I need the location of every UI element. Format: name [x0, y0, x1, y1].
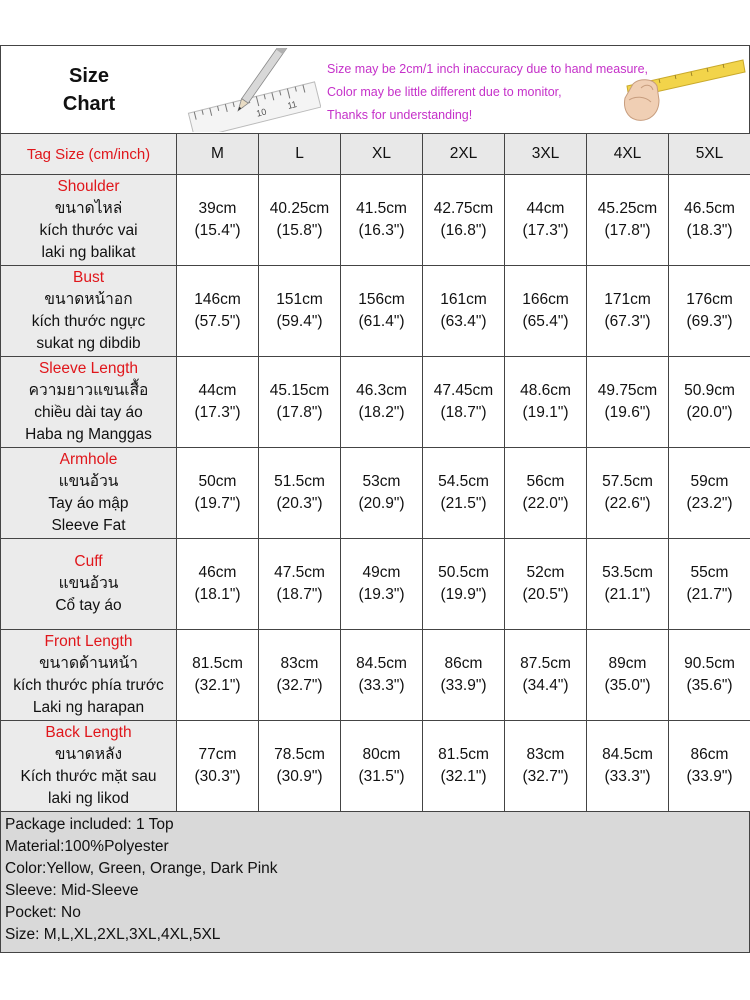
value-inch: (32.7") — [276, 677, 323, 694]
value-inch: (33.9") — [686, 768, 733, 785]
value-inch: (18.3") — [686, 222, 733, 239]
measure-value-cell — [423, 448, 505, 539]
measure-value-cell — [341, 266, 423, 357]
value-cm: 41.5cm — [356, 200, 407, 217]
measure-value-cell — [259, 539, 341, 630]
measure-value-cell — [669, 539, 750, 630]
measure-value-cell — [177, 357, 259, 448]
value-inch: (20.0") — [686, 404, 733, 421]
measure-label-translation: laki ng likod — [48, 790, 129, 807]
value-inch: (19.9") — [440, 586, 487, 603]
value-inch: (15.4") — [194, 222, 241, 239]
value-cm: 51.5cm — [274, 473, 325, 490]
measure-label-en: Shoulder — [57, 178, 120, 195]
measure-label-en: Back Length — [45, 724, 132, 741]
measure-value-cell — [177, 721, 259, 812]
value-cm: 50.9cm — [684, 382, 735, 399]
value-cm: 45.15cm — [269, 382, 330, 399]
measure-value-cell — [423, 721, 505, 812]
measure-row — [1, 721, 750, 812]
measure-label-translation: kích thước phía trước — [13, 677, 164, 694]
value-cm: 45.25cm — [597, 200, 658, 217]
value-inch: (67.3") — [604, 313, 651, 330]
banner-title-size: Size — [68, 65, 110, 87]
measure-row — [1, 539, 750, 630]
note-monitor-color: Color may be little different due to monitor, — [327, 85, 562, 99]
value-inch: (16.3") — [358, 222, 405, 239]
size-col-5xl: 5XL — [669, 134, 750, 175]
measure-value-cell — [341, 175, 423, 266]
measure-label-translation: Cổ tay áo — [55, 597, 122, 614]
value-inch: (16.8") — [440, 222, 487, 239]
value-inch: (35.6") — [686, 677, 733, 694]
value-inch: (35.0") — [604, 677, 651, 694]
measure-value-cell — [505, 175, 587, 266]
value-inch: (63.4") — [440, 313, 487, 330]
value-cm: 46.3cm — [356, 382, 407, 399]
size-col-m: M — [177, 134, 259, 175]
value-inch: (21.1") — [604, 586, 651, 603]
measure-label-translation: แขนอ้วน — [58, 473, 119, 490]
value-cm: 83cm — [526, 746, 565, 763]
value-inch: (19.3") — [358, 586, 405, 603]
value-inch: (23.2") — [686, 495, 733, 512]
value-cm: 53.5cm — [602, 564, 653, 581]
measure-value-cell — [341, 357, 423, 448]
measure-value-cell — [259, 357, 341, 448]
measure-value-cell — [177, 539, 259, 630]
size-col-3xl: 3XL — [505, 134, 587, 175]
value-cm: 81.5cm — [192, 655, 243, 672]
value-cm: 44cm — [198, 382, 237, 399]
value-inch: (18.7") — [440, 404, 487, 421]
measure-label-translation: แขนอ้วน — [58, 575, 119, 592]
value-inch: (21.5") — [440, 495, 487, 512]
ruler-tick-11: 11 — [286, 98, 298, 111]
value-cm: 78.5cm — [274, 746, 325, 763]
banner-title-chart: Chart — [62, 93, 116, 115]
value-inch: (21.7") — [686, 586, 733, 603]
measure-label-translation: ขนาดหลัง — [54, 746, 123, 763]
info-sizes: Size: M,L,XL,2XL,3XL,4XL,5XL — [5, 926, 221, 943]
measure-label-en: Front Length — [44, 633, 133, 650]
value-cm: 46.5cm — [684, 200, 735, 217]
measure-value-cell — [587, 448, 669, 539]
measure-value-cell — [505, 357, 587, 448]
value-cm: 84.5cm — [356, 655, 407, 672]
value-inch: (31.5") — [358, 768, 405, 785]
measure-row — [1, 175, 750, 266]
size-col-4xl: 4XL — [587, 134, 669, 175]
info-sleeve: Sleeve: Mid-Sleeve — [5, 882, 139, 899]
value-inch: (22.0") — [522, 495, 569, 512]
value-inch: (19.6") — [604, 404, 651, 421]
measure-value-cell — [669, 630, 750, 721]
measure-value-cell — [177, 630, 259, 721]
measure-value-cell — [587, 630, 669, 721]
value-inch: (61.4") — [358, 313, 405, 330]
value-cm: 86cm — [444, 655, 483, 672]
measure-value-cell — [669, 448, 750, 539]
measure-value-cell — [669, 721, 750, 812]
measure-label-translation: ขนาดด้านหน้า — [39, 655, 138, 672]
value-cm: 39cm — [198, 200, 237, 217]
size-col-xl: XL — [341, 134, 423, 175]
size-table-body — [1, 175, 750, 812]
tag-size-label: Tag Size (cm/inch) — [1, 134, 177, 175]
measure-value-cell — [341, 539, 423, 630]
value-cm: 49.75cm — [597, 382, 658, 399]
value-cm: 56cm — [526, 473, 565, 490]
value-cm: 86cm — [690, 746, 729, 763]
measure-label-translation: ขนาดไหล่ — [54, 200, 123, 217]
measure-label-cell — [1, 630, 177, 721]
tape-measure-hand-icon — [619, 54, 747, 128]
value-cm: 77cm — [198, 746, 237, 763]
measure-value-cell — [505, 539, 587, 630]
value-cm: 50.5cm — [438, 564, 489, 581]
measure-value-cell — [341, 448, 423, 539]
value-cm: 40.25cm — [269, 200, 330, 217]
value-cm: 47.5cm — [274, 564, 325, 581]
measure-row — [1, 266, 750, 357]
measure-value-cell — [177, 266, 259, 357]
measure-value-cell — [587, 539, 669, 630]
value-inch: (18.1") — [194, 586, 241, 603]
value-cm: 46cm — [198, 564, 237, 581]
value-cm: 146cm — [194, 291, 241, 308]
measure-label-translation: kích thước ngực — [31, 313, 146, 330]
value-inch: (17.3") — [522, 222, 569, 239]
measure-label-en: Bust — [72, 269, 104, 286]
size-col-l: L — [259, 134, 341, 175]
value-cm: 53cm — [362, 473, 401, 490]
value-cm: 47.45cm — [433, 382, 494, 399]
value-inch: (20.9") — [358, 495, 405, 512]
measure-label-cell — [1, 175, 177, 266]
measure-value-cell — [505, 630, 587, 721]
note-thanks: Thanks for understanding! — [327, 108, 473, 122]
measure-label-translation: laki ng balikat — [41, 244, 136, 261]
measure-value-cell — [587, 357, 669, 448]
measure-value-cell — [423, 266, 505, 357]
measure-value-cell — [669, 266, 750, 357]
product-info-box — [0, 811, 750, 953]
value-cm: 44cm — [526, 200, 565, 217]
value-inch: (69.3") — [686, 313, 733, 330]
value-inch: (32.1") — [194, 677, 241, 694]
measure-value-cell — [259, 266, 341, 357]
value-cm: 83cm — [280, 655, 319, 672]
value-cm: 84.5cm — [602, 746, 653, 763]
size-col-2xl: 2XL — [423, 134, 505, 175]
value-inch: (57.5") — [194, 313, 241, 330]
measure-value-cell — [423, 539, 505, 630]
value-cm: 161cm — [440, 291, 487, 308]
measure-label-cell — [1, 266, 177, 357]
value-inch: (32.1") — [440, 768, 487, 785]
measure-value-cell — [423, 357, 505, 448]
value-cm: 55cm — [690, 564, 729, 581]
measure-label-translation: Tay áo mập — [48, 495, 129, 512]
measure-value-cell — [669, 175, 750, 266]
measure-label-en: Cuff — [74, 553, 103, 570]
value-cm: 171cm — [604, 291, 651, 308]
measure-row — [1, 630, 750, 721]
measure-value-cell — [177, 175, 259, 266]
measure-label-translation: Sleeve Fat — [51, 517, 126, 534]
measure-value-cell — [259, 448, 341, 539]
value-cm: 90.5cm — [684, 655, 735, 672]
info-package: Package included: 1 Top — [5, 816, 174, 833]
value-inch: (19.7") — [194, 495, 241, 512]
measure-value-cell — [259, 630, 341, 721]
value-inch: (17.8") — [604, 222, 651, 239]
info-pocket: Pocket: No — [5, 904, 81, 921]
value-cm: 48.6cm — [520, 382, 571, 399]
measure-value-cell — [259, 175, 341, 266]
value-inch: (18.7") — [276, 586, 323, 603]
measure-label-en: Sleeve Length — [38, 360, 139, 377]
value-inch: (17.3") — [194, 404, 241, 421]
value-inch: (19.1") — [522, 404, 569, 421]
measure-label-cell — [1, 721, 177, 812]
value-cm: 50cm — [198, 473, 237, 490]
value-inch: (33.3") — [358, 677, 405, 694]
ruler-tick-10: 10 — [255, 106, 268, 119]
value-inch: (33.3") — [604, 768, 651, 785]
value-cm: 54.5cm — [438, 473, 489, 490]
measure-label-translation: ความยาวแขนเสื้อ — [28, 382, 149, 399]
value-cm: 80cm — [362, 746, 401, 763]
measure-label-cell — [1, 357, 177, 448]
value-inch: (20.5") — [522, 586, 569, 603]
value-inch: (65.4") — [522, 313, 569, 330]
info-color: Color:Yellow, Green, Orange, Dark Pink — [5, 860, 278, 877]
measure-value-cell — [505, 266, 587, 357]
value-inch: (34.4") — [522, 677, 569, 694]
measure-label-translation: Kích thước mặt sau — [20, 768, 157, 785]
measure-row — [1, 448, 750, 539]
value-cm: 87.5cm — [520, 655, 571, 672]
value-cm: 81.5cm — [438, 746, 489, 763]
value-cm: 57.5cm — [602, 473, 653, 490]
value-cm: 156cm — [358, 291, 405, 308]
measure-value-cell — [669, 357, 750, 448]
measure-value-cell — [587, 175, 669, 266]
measure-value-cell — [423, 630, 505, 721]
value-inch: (30.3") — [194, 768, 241, 785]
value-inch: (20.3") — [276, 495, 323, 512]
value-cm: 166cm — [522, 291, 569, 308]
info-material: Material:100%Polyester — [5, 838, 169, 855]
measure-value-cell — [341, 721, 423, 812]
measure-value-cell — [423, 175, 505, 266]
measure-value-cell — [177, 448, 259, 539]
value-inch: (30.9") — [276, 768, 323, 785]
measure-value-cell — [505, 448, 587, 539]
value-cm: 151cm — [276, 291, 323, 308]
value-cm: 176cm — [686, 291, 733, 308]
value-cm: 52cm — [526, 564, 565, 581]
value-cm: 42.75cm — [433, 200, 494, 217]
measure-value-cell — [341, 630, 423, 721]
note-hand-measure: Size may be 2cm/1 inch inaccuracy due to hand measure, — [327, 62, 649, 76]
size-chart-banner — [0, 45, 750, 135]
value-inch: (17.8") — [276, 404, 323, 421]
measure-label-cell — [1, 539, 177, 630]
size-header-row — [1, 134, 750, 175]
size-table — [0, 133, 750, 812]
value-inch: (18.2") — [358, 404, 405, 421]
banner-notes — [327, 58, 648, 127]
value-cm: 59cm — [690, 473, 729, 490]
measure-label-translation: Haba ng Manggas — [25, 426, 152, 443]
measure-label-translation: kích thước vai — [39, 222, 138, 239]
measure-row — [1, 357, 750, 448]
measure-value-cell — [505, 721, 587, 812]
banner-title — [1, 46, 177, 134]
measure-value-cell — [587, 266, 669, 357]
measure-label-cell — [1, 448, 177, 539]
measure-label-translation: chiều dài tay áo — [34, 404, 143, 421]
value-inch: (32.7") — [522, 768, 569, 785]
measure-label-translation: ขนาดหน้าอก — [44, 291, 133, 308]
measure-label-translation: sukat ng dibdib — [36, 335, 141, 352]
value-inch: (22.6") — [604, 495, 651, 512]
value-cm: 89cm — [608, 655, 647, 672]
measure-label-en: Armhole — [59, 451, 118, 468]
value-inch: (33.9") — [440, 677, 487, 694]
measure-value-cell — [587, 721, 669, 812]
pencil-ruler-icon — [181, 48, 321, 132]
value-inch: (59.4") — [276, 313, 323, 330]
measure-label-translation: Laki ng harapan — [32, 699, 145, 716]
value-inch: (15.8") — [276, 222, 323, 239]
measure-value-cell — [259, 721, 341, 812]
value-cm: 49cm — [362, 564, 401, 581]
